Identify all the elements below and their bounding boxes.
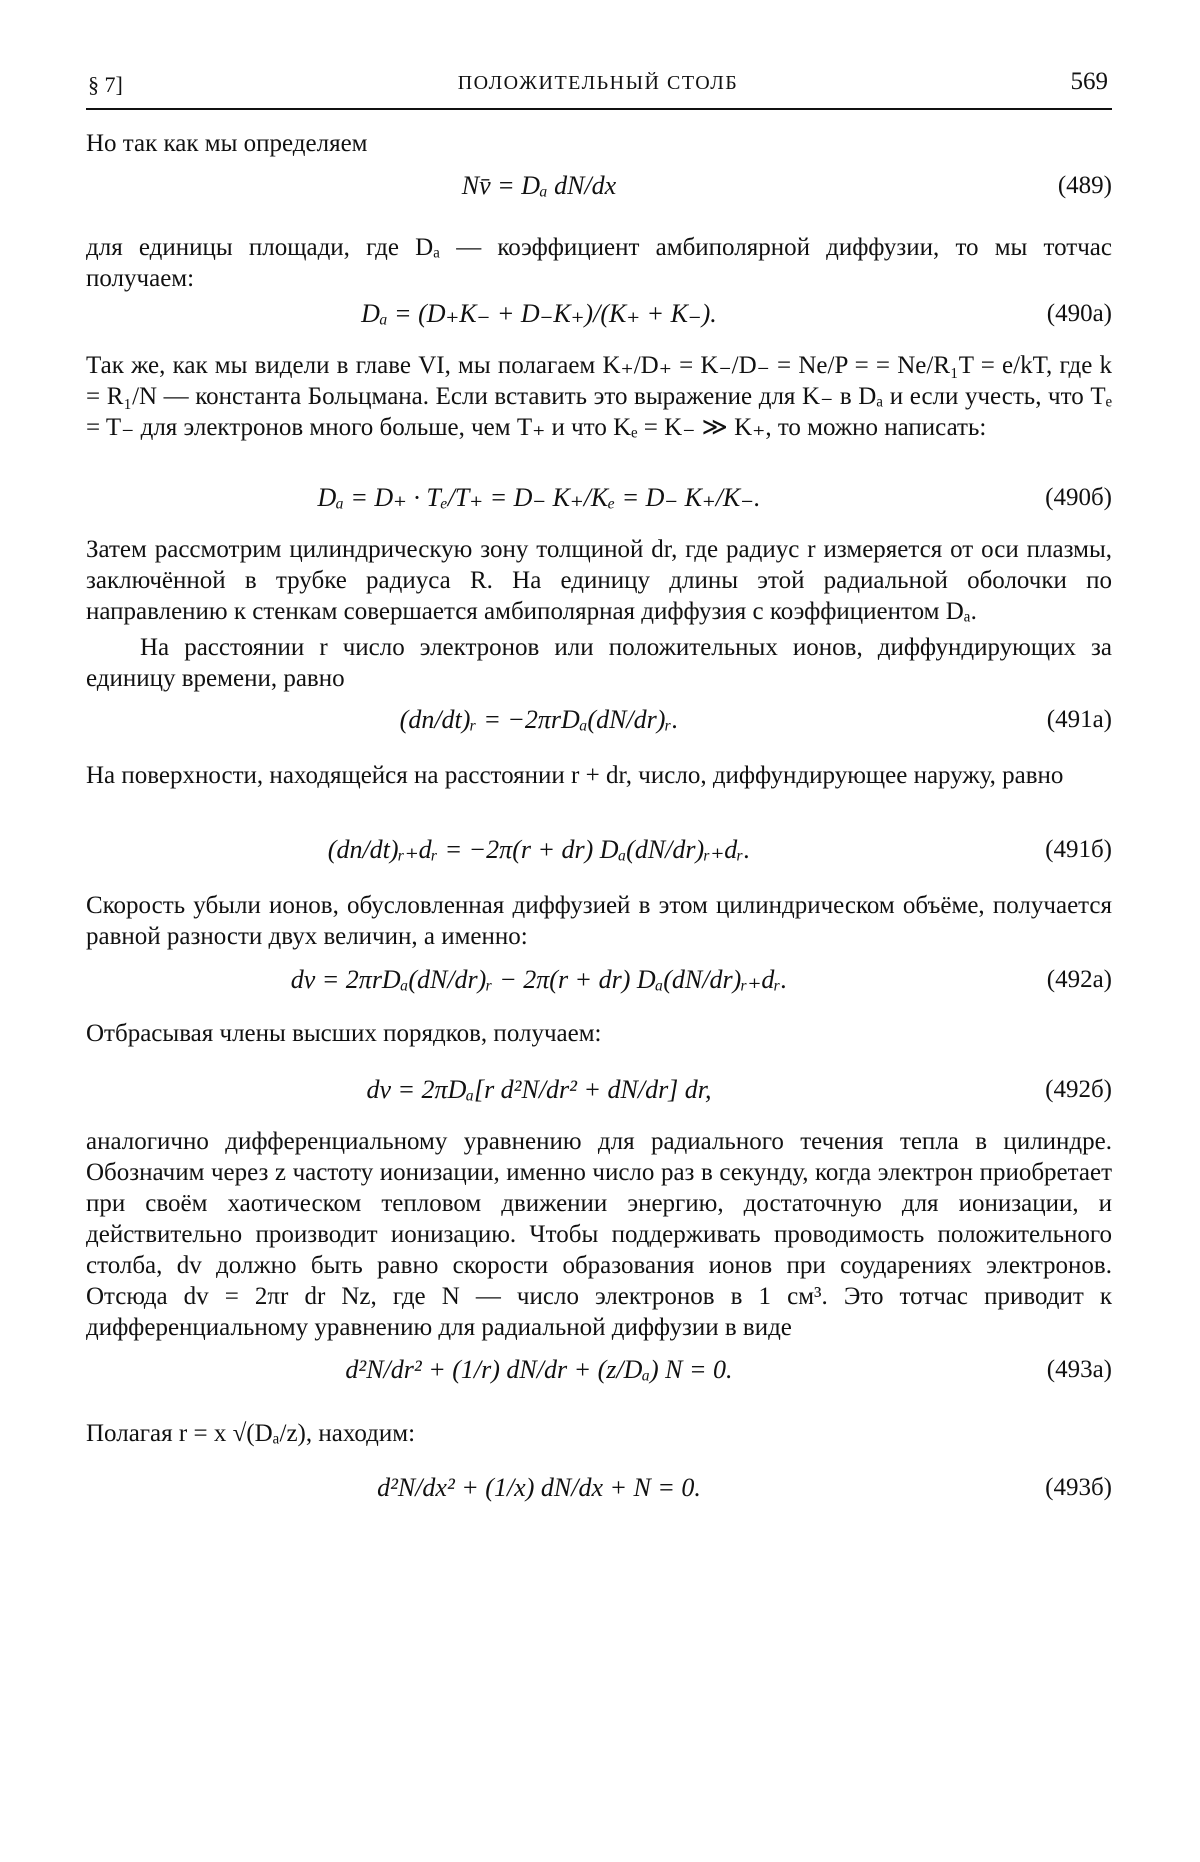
- equation-number: (491б): [1045, 836, 1112, 863]
- equation-body: dv = 2πDₐ[r d²N/dr² + dN/dr] dr,: [366, 1075, 712, 1104]
- equation-body: (dn/dt)ᵣ = −2πrDₐ(dN/dr)ᵣ.: [399, 705, 679, 734]
- running-head: [88, 68, 1108, 108]
- equation-number: (493б): [1045, 1474, 1112, 1501]
- equation-body: d²N/dr² + (1/r) dN/dr + (z/Dₐ) N = 0.: [345, 1355, 733, 1384]
- paragraph-5: На расстоянии r число электронов или положительных ионов, диффундирующих за единицу времени, равно: [86, 634, 1112, 692]
- section-marker: § 7]: [88, 72, 123, 97]
- paragraph-8: Отбрасывая члены высших порядков, получаем:: [86, 1020, 602, 1047]
- paragraph-2: для единицы площади, где Dₐ — коэффициент амбиполярной диффузии, то мы тотчас получаем:: [86, 234, 1112, 292]
- equation-number: (490a): [1046, 300, 1112, 327]
- paragraph-3: Так же, как мы видели в главе VI, мы полагаем K₊/D₊ = K₋/D₋ = Ne/P = = Ne/R₁T = e/kT, где k = R₁/N — константа Больцмана. Если вставить это выражение для K₋ в Dₐ и если учесть, что Tₑ = T₋ для электронов много больше, чем T₊ и что Kₑ = K₋ ≫ K₊, то можно написать:: [86, 352, 1112, 441]
- equation-body: Dₐ = (D₊K₋ + D₋K₊)/(K₊ + K₋).: [361, 299, 717, 328]
- paragraph-7: Скорость убыли ионов, обусловленная диффузией в этом цилиндрическом объёме, получается равной разности двух величин, а именно:: [86, 892, 1112, 950]
- equation-body: (dn/dt)ᵣ₊dᵣ = −2π(r + dr) Dₐ(dN/dr)ᵣ₊dᵣ.: [327, 835, 751, 864]
- running-title: ПОЛОЖИТЕЛЬНЫЙ СТОЛБ: [457, 72, 739, 94]
- equation-491a: [86, 690, 1112, 750]
- equation-492b: [86, 1060, 1112, 1120]
- equation-number: (493a): [1046, 1356, 1112, 1383]
- equation-number: (491a): [1046, 706, 1112, 733]
- equation-490b: [86, 468, 1112, 528]
- equation-body: dv = 2πrDₐ(dN/dr)ᵣ − 2π(r + dr) Dₐ(dN/dr)ᵣ₊dᵣ.: [290, 965, 788, 994]
- equation-body: d²N/dx² + (1/x) dN/dx + N = 0.: [377, 1473, 701, 1502]
- equation-number: (490б): [1045, 484, 1112, 511]
- equation-490a: [86, 284, 1112, 344]
- equation-493a: [86, 1340, 1112, 1400]
- equation-body: Nv̄ = Dₐ dN/dx: [461, 171, 617, 200]
- paragraph-9: аналогично дифференциальному уравнению для радиального течения тепла в цилиндре. Обозначим через z частоту ионизации, именно число раз в секунду, когда электрон приобретает при своём хаотическом тепловом движении энергию, достаточную для ионизации, и действительно производит ионизацию. Чтобы поддерживать проводимость положительного столба, dv должно быть равно скорости образования ионов при соударениях электронов. Отсюда dv = 2πr dr Nz, где N — число электронов в 1 см³. Это тотчас приводит к дифференциальному уравнению для радиальной диффузии в виде: [86, 1128, 1112, 1341]
- paragraph-10: Полагая r = x √(Dₐ/z), находим:: [86, 1420, 416, 1447]
- equation-491b: [86, 820, 1112, 880]
- page-number: 569: [1070, 68, 1108, 95]
- equation-number: (492a): [1046, 966, 1112, 993]
- equation-493b: [86, 1458, 1112, 1518]
- paragraph-4: Затем рассмотрим цилиндрическую зону толщиной dr, где радиус r измеряется от оси плазмы, заключённой в трубке радиуса R. На единицу длины этой радиальной оболочки по направлению к стенкам совершается амбиполярная диффузия с коэффициентом Dₐ.: [86, 536, 1112, 625]
- paragraph-6: На поверхности, находящейся на расстоянии r + dr, число, диффундирующее наружу, равно: [86, 762, 1064, 789]
- header-rule: [86, 108, 1112, 110]
- equation-number: (489): [1057, 172, 1112, 199]
- paragraph-1: Но так как мы определяем: [86, 130, 368, 157]
- equation-body: Dₐ = D₊ · Tₑ/T₊ = D₋ K₊/Kₑ = D₋ K₊/K₋.: [317, 483, 761, 512]
- equation-number: (492б): [1045, 1076, 1112, 1103]
- equation-492a: [86, 950, 1112, 1010]
- equation-489: [86, 156, 1112, 216]
